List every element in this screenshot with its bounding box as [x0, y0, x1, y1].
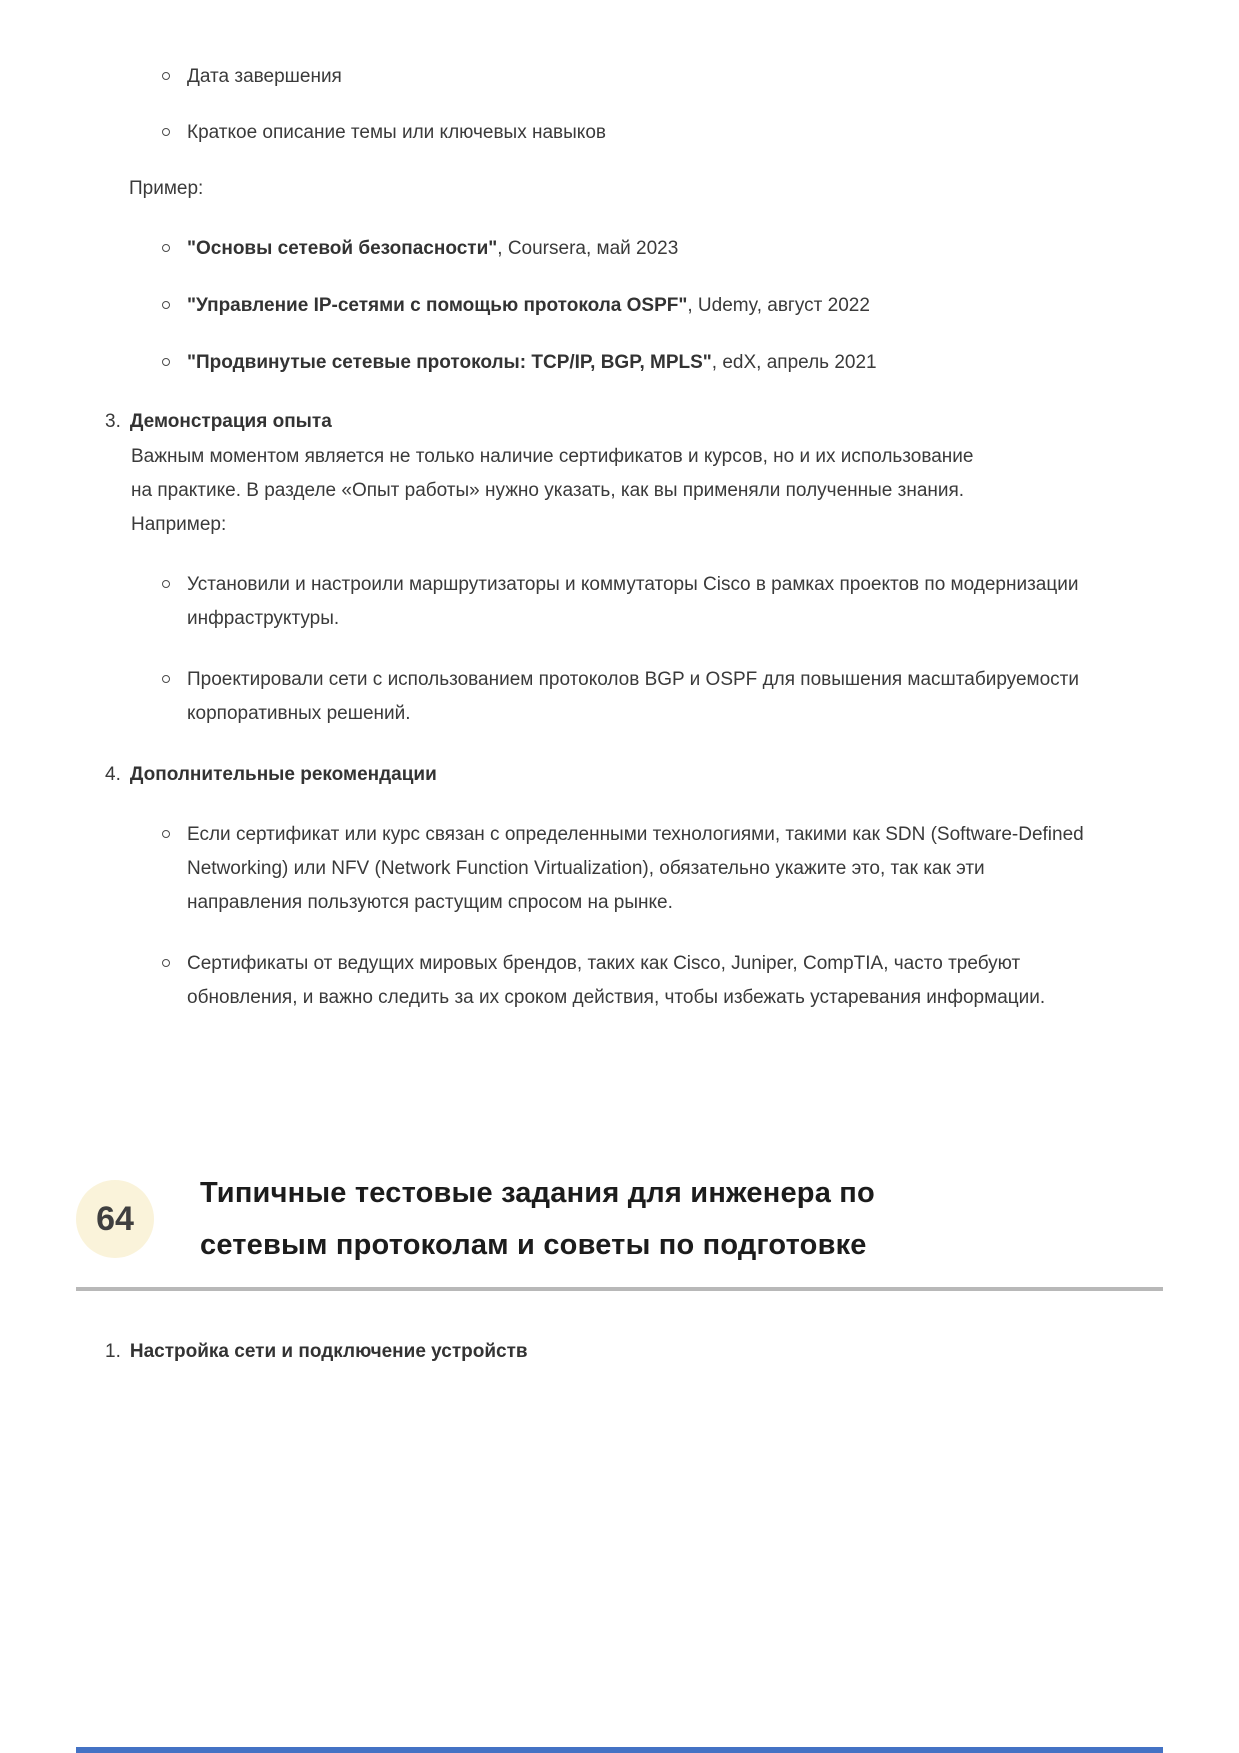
bottom-accent-bar: [76, 1747, 1163, 1753]
circle-bullet-icon: [162, 358, 170, 366]
list-item-text: Проектировали сети с использованием протоколов BGP и OSPF для повышения масштабируемости корпоративных решений.: [187, 669, 1079, 724]
chapter-title-line2: сетевым протоколам и советы по подготовке: [200, 1229, 867, 1261]
list-item: [162, 818, 1163, 920]
chapter-number-badge: 64: [76, 1180, 154, 1258]
section-number: 4.: [105, 764, 121, 785]
section-heading: Настройка сети и подключение устройств: [129, 1341, 528, 1362]
course-meta: , Coursera, май 2023: [497, 238, 679, 259]
example-label: Пример:: [129, 178, 204, 199]
section-heading-row: [105, 1335, 1163, 1369]
numbered-section: [105, 758, 1163, 1015]
course-meta: , edX, апрель 2021: [711, 352, 877, 373]
list-item-text: Краткое описание темы или ключевых навыков: [187, 122, 606, 143]
section-bullet-list: [162, 818, 1163, 1015]
section-heading: Демонстрация опыта: [129, 411, 332, 432]
example-list: [162, 232, 1163, 380]
list-item-text: Сертификаты от ведущих мировых брендов, таких как Cisco, Juniper, CompTIA, часто требуют обновления, и важно следить за их сроком действия, чтобы избежать устаревания информации.: [187, 953, 1046, 1008]
section-paragraph: Важным моментом является не только наличие сертификатов и курсов, но и их использование на практике. В разделе «Опыт работы» нужно указать, как вы применяли полученные знания. Например:: [131, 446, 974, 535]
section-number: 1.: [105, 1341, 121, 1362]
list-item-text: Установили и настроили маршрутизаторы и коммутаторы Cisco в рамках проектов по модернизации инфраструктуры.: [187, 574, 1079, 629]
list-item-text: [187, 232, 678, 266]
list-item-text: [187, 346, 877, 380]
numbered-section: [105, 1335, 1163, 1369]
intro-bullet-list: [162, 60, 1163, 150]
list-item: [162, 116, 1163, 150]
numbered-section: [105, 405, 1163, 731]
list-item: [162, 289, 1163, 323]
course-title: "Продвинутые сетевые протоколы: TCP/IP, BGP, MPLS": [187, 352, 712, 373]
list-item-text: Если сертификат или курс связан с определенными технологиями, такими как SDN (Software-Defined Networking) или NFV (Network Function Virtualization), обязательно укажите это, так как эти направления пользуются растущим спросом на рынке.: [187, 824, 1084, 913]
section-bullet-list: [162, 568, 1163, 731]
list-item: [162, 60, 1163, 94]
circle-bullet-icon: [162, 830, 170, 838]
circle-bullet-icon: [162, 959, 170, 967]
list-item: [162, 568, 1163, 636]
circle-bullet-icon: [162, 72, 170, 80]
circle-bullet-icon: [162, 675, 170, 683]
course-title: "Управление IP-сетями с помощью протокола OSPF": [187, 295, 688, 316]
course-meta: , Udemy, август 2022: [687, 295, 870, 316]
list-item-text: Дата завершения: [187, 66, 342, 87]
section-heading: Дополнительные рекомендации: [129, 764, 437, 785]
list-item-text: [187, 289, 870, 323]
circle-bullet-icon: [162, 301, 170, 309]
chapter-header: [76, 1167, 1163, 1271]
list-item: [162, 346, 1163, 380]
circle-bullet-icon: [162, 128, 170, 136]
chapter-title-line1: Типичные тестовые задания для инженера по: [200, 1177, 875, 1209]
circle-bullet-icon: [162, 244, 170, 252]
section-heading-row: [105, 758, 1163, 792]
list-item: [162, 663, 1163, 731]
section-number: 3.: [105, 411, 121, 432]
section-heading-row: [105, 405, 1163, 439]
chapter-title: [200, 1167, 875, 1271]
list-item: [162, 947, 1163, 1015]
circle-bullet-icon: [162, 580, 170, 588]
list-item: [162, 232, 1163, 266]
course-title: "Основы сетевой безопасности": [187, 238, 498, 259]
section-divider: [76, 1287, 1163, 1291]
